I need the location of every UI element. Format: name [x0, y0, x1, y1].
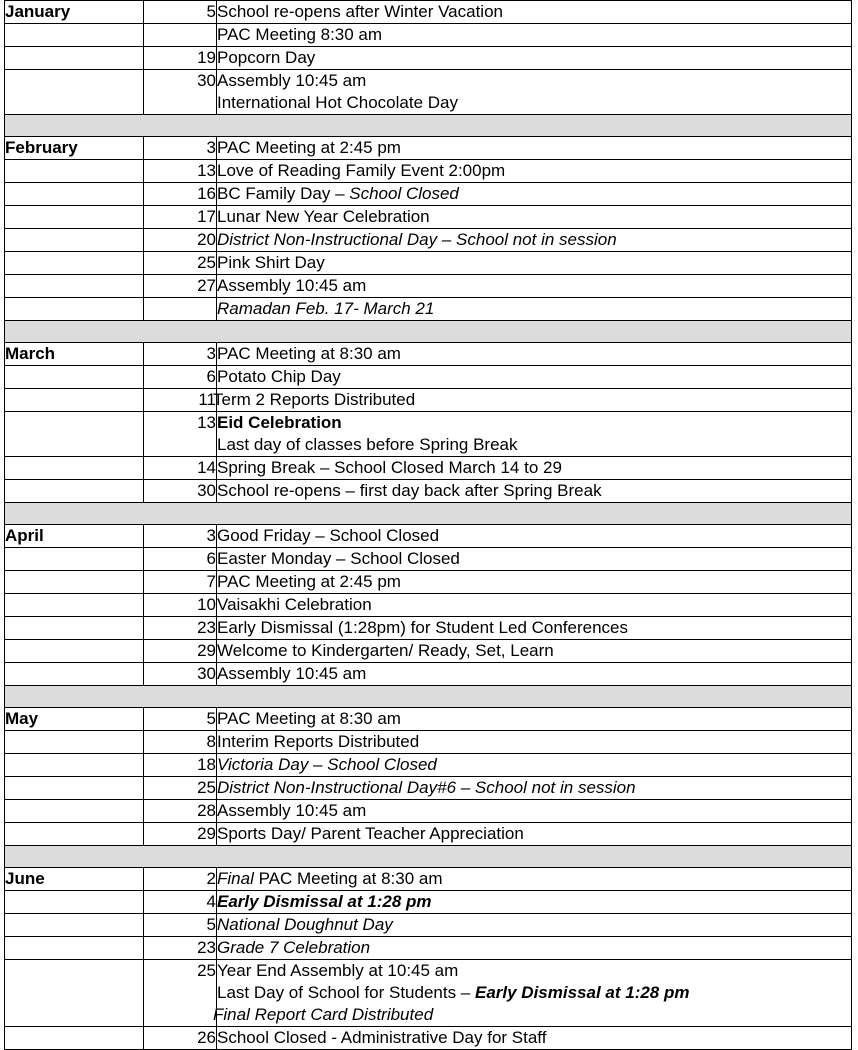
event-line: Final Report Card Distributed — [213, 1005, 434, 1024]
month-cell-empty — [5, 70, 144, 115]
event-row — [5, 937, 852, 960]
month-cell-empty — [5, 891, 144, 914]
event-day: 29 — [144, 823, 217, 846]
event-day: 27 — [144, 275, 217, 298]
event-day: 5 — [144, 1, 217, 24]
event-row — [5, 914, 852, 937]
event-description — [217, 868, 852, 891]
event-row — [5, 252, 852, 275]
event-description — [217, 937, 852, 960]
event-row — [5, 708, 852, 731]
event-day — [144, 24, 217, 47]
month-separator-row — [5, 846, 852, 868]
event-line: Early Dismissal (1:28pm) for Student Led Conferences — [217, 618, 629, 637]
event-text-part: BC Family Day – — [217, 184, 350, 203]
event-text-part: Final — [217, 869, 254, 888]
month-separator-row — [5, 115, 852, 137]
month-cell-empty — [5, 548, 144, 571]
event-day: 23 — [144, 937, 217, 960]
event-line: PAC Meeting at 8:30 am — [217, 709, 401, 728]
event-description — [217, 47, 852, 70]
event-description — [217, 731, 852, 754]
month-cell-empty — [5, 800, 144, 823]
event-row — [5, 548, 852, 571]
event-line: Good Friday – School Closed — [217, 526, 440, 545]
event-description — [217, 800, 852, 823]
event-day: 26 — [144, 1027, 217, 1050]
month-separator-row — [5, 321, 852, 343]
month-separator-row — [5, 686, 852, 708]
event-description — [217, 548, 852, 571]
event-line: Popcorn Day — [217, 48, 316, 67]
event-line: Eid Celebration — [217, 413, 342, 432]
event-description — [217, 366, 852, 389]
event-line: School re-opens – first day back after Spring Break — [217, 481, 602, 500]
event-day: 28 — [144, 800, 217, 823]
month-cell-empty — [5, 1027, 144, 1050]
event-description — [217, 183, 852, 206]
event-row — [5, 480, 852, 503]
event-line: Vaisakhi Celebration — [217, 595, 372, 614]
event-row — [5, 206, 852, 229]
month-cell-empty — [5, 594, 144, 617]
event-day: 3 — [144, 137, 217, 160]
event-day: 4 — [144, 891, 217, 914]
event-line: Ramadan Feb. 17- March 21 — [217, 299, 435, 318]
event-text-part: School Closed — [349, 184, 459, 203]
month-cell-empty — [5, 298, 144, 321]
event-day: 13 — [144, 412, 217, 457]
event-row — [5, 891, 852, 914]
event-line: Lunar New Year Celebration — [217, 207, 430, 226]
event-line — [217, 183, 851, 205]
event-description — [217, 663, 852, 686]
event-day: 20 — [144, 229, 217, 252]
month-cell-empty — [5, 960, 144, 1027]
event-description — [217, 914, 852, 937]
event-text-part: PAC Meeting at 8:30 am — [253, 869, 443, 888]
event-line: District Non-Instructional Day – School not in session — [217, 230, 617, 249]
event-row — [5, 183, 852, 206]
event-day: 3 — [144, 525, 217, 548]
month-cell-empty — [5, 640, 144, 663]
event-day: 5 — [144, 914, 217, 937]
month-name: June — [5, 868, 144, 891]
event-line: PAC Meeting at 2:45 pm — [217, 138, 401, 157]
event-text-part: Last Day of School for Students – — [217, 983, 475, 1002]
event-line: Last day of classes before Spring Break — [217, 435, 518, 454]
event-description — [217, 24, 852, 47]
event-line — [217, 982, 851, 1004]
month-cell-empty — [5, 412, 144, 457]
event-line: Victoria Day – School Closed — [217, 755, 437, 774]
month-cell-empty — [5, 457, 144, 480]
event-row — [5, 571, 852, 594]
month-cell-empty — [5, 937, 144, 960]
event-line: Assembly 10:45 am — [217, 276, 367, 295]
month-cell-empty — [5, 275, 144, 298]
event-description — [217, 457, 852, 480]
event-row — [5, 389, 852, 412]
event-line: Easter Monday – School Closed — [217, 549, 460, 568]
event-day: 10 — [144, 594, 217, 617]
event-line: Sports Day/ Parent Teacher Appreciation — [217, 824, 524, 843]
event-day: 13 — [144, 160, 217, 183]
month-cell-empty — [5, 823, 144, 846]
month-cell-empty — [5, 47, 144, 70]
event-description — [217, 70, 852, 115]
event-row — [5, 823, 852, 846]
event-day — [144, 298, 217, 321]
event-row — [5, 343, 852, 366]
event-line: Interim Reports Distributed — [217, 732, 420, 751]
event-line: Assembly 10:45 am — [217, 71, 367, 90]
month-name: March — [5, 343, 144, 366]
event-description — [217, 343, 852, 366]
event-description — [217, 298, 852, 321]
month-cell-empty — [5, 914, 144, 937]
event-description — [217, 571, 852, 594]
month-cell-empty — [5, 252, 144, 275]
event-row — [5, 777, 852, 800]
event-line: Welcome to Kindergarten/ Ready, Set, Learn — [217, 641, 554, 660]
event-day: 30 — [144, 480, 217, 503]
event-description — [217, 206, 852, 229]
separator-cell — [5, 846, 852, 868]
calendar-body — [5, 1, 852, 1050]
event-description — [217, 640, 852, 663]
event-description — [217, 708, 852, 731]
event-row — [5, 137, 852, 160]
event-day: 30 — [144, 70, 217, 115]
month-cell-empty — [5, 571, 144, 594]
event-line: Early Dismissal at 1:28 pm — [217, 892, 432, 911]
event-line: PAC Meeting at 2:45 pm — [217, 572, 401, 591]
event-row — [5, 754, 852, 777]
event-row — [5, 366, 852, 389]
event-line: Pink Shirt Day — [217, 253, 325, 272]
event-row — [5, 1, 852, 24]
event-line: Term 2 Reports Distributed — [213, 390, 416, 409]
month-name: January — [5, 1, 144, 24]
month-cell-empty — [5, 206, 144, 229]
event-description — [217, 275, 852, 298]
event-day: 6 — [144, 366, 217, 389]
event-line: Year End Assembly at 10:45 am — [217, 961, 459, 980]
month-cell-empty — [5, 183, 144, 206]
month-name: April — [5, 525, 144, 548]
event-row — [5, 275, 852, 298]
separator-cell — [5, 686, 852, 708]
event-day: 11 — [144, 389, 217, 412]
event-row — [5, 47, 852, 70]
event-line: International Hot Chocolate Day — [217, 93, 458, 112]
event-day: 30 — [144, 663, 217, 686]
event-description — [217, 594, 852, 617]
event-text-part: Early Dismissal at 1:28 pm — [474, 983, 690, 1002]
event-line: School Closed - Administrative Day for Staff — [217, 1028, 547, 1047]
event-row — [5, 960, 852, 1027]
month-cell-empty — [5, 617, 144, 640]
event-row — [5, 24, 852, 47]
event-line: Love of Reading Family Event 2:00pm — [217, 161, 506, 180]
event-line: Assembly 10:45 am — [217, 801, 367, 820]
month-cell-empty — [5, 389, 144, 412]
event-row — [5, 868, 852, 891]
event-description — [217, 229, 852, 252]
month-cell-empty — [5, 777, 144, 800]
event-day: 3 — [144, 343, 217, 366]
event-day: 25 — [144, 777, 217, 800]
event-line: PAC Meeting 8:30 am — [217, 25, 383, 44]
event-line: Potato Chip Day — [217, 367, 341, 386]
event-description — [217, 137, 852, 160]
month-cell-empty — [5, 24, 144, 47]
month-cell-empty — [5, 160, 144, 183]
month-cell-empty — [5, 663, 144, 686]
event-day: 14 — [144, 457, 217, 480]
event-line: PAC Meeting at 8:30 am — [217, 344, 401, 363]
event-line: Grade 7 Celebration — [217, 938, 371, 957]
event-line: Spring Break – School Closed March 14 to 29 — [217, 458, 562, 477]
event-day: 19 — [144, 47, 217, 70]
event-day: 25 — [144, 252, 217, 275]
month-separator-row — [5, 503, 852, 525]
event-description — [217, 1027, 852, 1050]
event-day: 6 — [144, 548, 217, 571]
event-description — [217, 891, 852, 914]
event-day: 16 — [144, 183, 217, 206]
event-line — [217, 868, 851, 890]
event-row — [5, 412, 852, 457]
event-line: National Doughnut Day — [217, 915, 393, 934]
event-row — [5, 663, 852, 686]
separator-cell — [5, 321, 852, 343]
event-row — [5, 457, 852, 480]
event-day: 5 — [144, 708, 217, 731]
event-row — [5, 160, 852, 183]
event-description — [217, 823, 852, 846]
event-description — [213, 960, 852, 1027]
event-day: 2 — [144, 868, 217, 891]
event-description — [217, 777, 852, 800]
event-description — [217, 525, 852, 548]
event-row — [5, 1027, 852, 1050]
month-cell-empty — [5, 366, 144, 389]
event-description — [213, 389, 852, 412]
month-cell-empty — [5, 480, 144, 503]
school-calendar-table — [4, 0, 852, 1050]
event-description — [217, 252, 852, 275]
month-cell-empty — [5, 731, 144, 754]
event-line: District Non-Instructional Day#6 – School not in session — [217, 778, 636, 797]
event-description — [217, 617, 852, 640]
event-row — [5, 594, 852, 617]
event-description — [217, 412, 852, 457]
event-row — [5, 298, 852, 321]
month-name: May — [5, 708, 144, 731]
event-day: 8 — [144, 731, 217, 754]
separator-cell — [5, 115, 852, 137]
event-row — [5, 229, 852, 252]
event-day: 18 — [144, 754, 217, 777]
month-cell-empty — [5, 229, 144, 252]
event-day: 17 — [144, 206, 217, 229]
event-row — [5, 70, 852, 115]
event-description — [217, 754, 852, 777]
event-description — [217, 160, 852, 183]
event-line: Assembly 10:45 am — [217, 664, 367, 683]
event-row — [5, 640, 852, 663]
event-row — [5, 800, 852, 823]
event-description — [217, 1, 852, 24]
event-day: 7 — [144, 571, 217, 594]
event-line: School re-opens after Winter Vacation — [217, 2, 503, 21]
event-row — [5, 731, 852, 754]
event-day: 29 — [144, 640, 217, 663]
month-name: February — [5, 137, 144, 160]
event-day: 25 — [144, 960, 217, 1027]
month-cell-empty — [5, 754, 144, 777]
event-day: 23 — [144, 617, 217, 640]
event-description — [217, 480, 852, 503]
separator-cell — [5, 503, 852, 525]
event-row — [5, 525, 852, 548]
event-row — [5, 617, 852, 640]
